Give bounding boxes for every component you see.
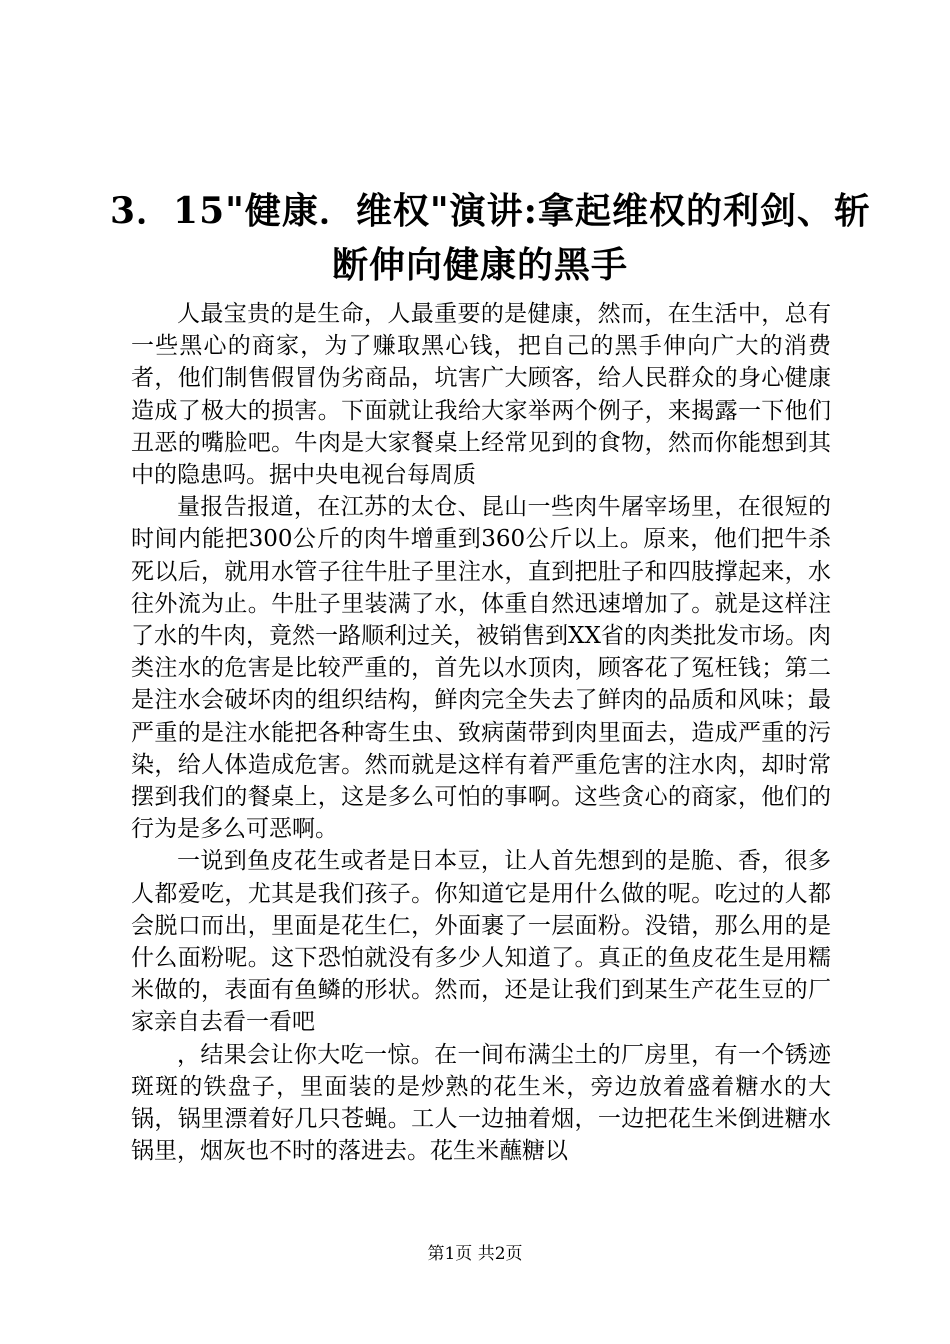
paragraph-4: ，结果会让你大吃一惊。在一间布满尘土的厂房里，有一个锈迹斑斑的铁盘子，里面装的是炒熟的花生米，旁边放着盛着糖水的大锅，锅里漂着好几只苍蝇。工人一边抽着烟，一边把花生米倒进糖水锅里，烟灰也不时的落进去。花生米蘸糖以 (131, 1041, 831, 1165)
paragraph-3: 一说到鱼皮花生或者是日本豆，让人首先想到的是脆、香，很多人都爱吃，尤其是我们孩子。你知道它是用什么做的呢。吃过的人都会脱口而出，里面是花生仁，外面裹了一层面粉。没错，那么用的是什么面粉呢。这下恐怕就没有多少人知道了。真正的鱼皮花生是用糯米做的，表面有鱼鳞的形状。然而，还是让我们到某生产花生豆的厂家亲自去看一看吧 (131, 848, 831, 1036)
document-title-line-1: 3．15"健康．维权"演讲:拿起维权的利剑、斩 (110, 190, 871, 232)
paragraph-1: 人最宝贵的是生命，人最重要的是健康，然而，在生活中，总有一些黑心的商家，为了赚取黑心钱，把自己的黑手伸向广大的消费者，他们制售假冒伪劣商品，坑害广大顾客，给人民群众的身心健康造成了极大的损害。下面就让我给大家举两个例子，来揭露一下他们丑恶的嘴脸吧。牛肉是大家餐桌上经常见到的食物，然而你能想到其中的隐患吗。据中央电视台每周质 (131, 301, 831, 489)
paragraph-2: 量报告报道，在江苏的太仓、昆山一些肉牛屠宰场里，在很短的时间内能把300公斤的肉牛增重到360公斤以上。原来，他们把牛杀死以后，就用水管子往牛肚子里注水，直到把肚子和四肢撑起来，水往外流为止。牛肚子里装满了水，体重自然迅速增加了。就是这样注了水的牛肉，竟然一路顺利过关，被销售到XX省的肉类批发市场。肉类注水的危害是比较严重的，首先以水顶肉，顾客花了冤枉钱；第二是注水会破坏肉的组织结构，鲜肉完全失去了鲜肉的品质和风味；最严重的是注水能把各种寄生虫、致病菌带到肉里面去，造成严重的污染，给人体造成危害。然而就是这样有着严重危害的注水肉，却时常摆到我们的餐桌上，这是多么可怕的事啊。这些贪心的商家，他们的行为是多么可恶啊。 (131, 494, 831, 843)
page-footer: 第1页 共2页 (427, 1244, 523, 1264)
document-title-line-2: 断伸向健康的黑手 (331, 244, 628, 286)
document-body (131, 298, 831, 1167)
